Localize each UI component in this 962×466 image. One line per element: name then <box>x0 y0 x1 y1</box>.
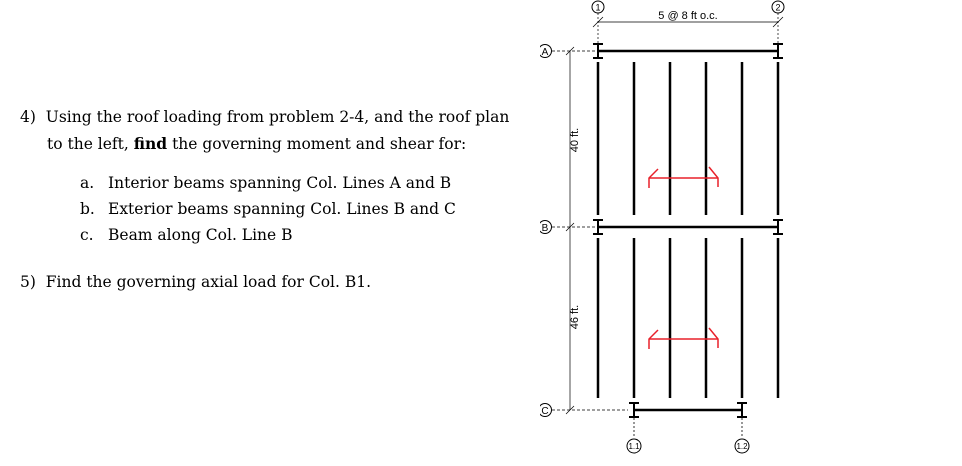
problem-5-number: 5) <box>20 273 36 291</box>
problem-4-find: find <box>133 134 168 153</box>
grid-bubble-1-2 <box>735 439 749 453</box>
problem-4-text-2b: the governing moment and shear for: <box>167 135 467 153</box>
roof-plan-drawing <box>540 0 962 466</box>
left-dimension <box>566 47 574 414</box>
grid-bubble-b <box>540 221 552 235</box>
beams-bay-ab <box>598 62 778 215</box>
grid-bubble-1 <box>592 1 604 13</box>
problem-4-text-2a: to the left, <box>47 135 134 153</box>
item-c-text: Beam along Col. Line B <box>108 226 293 244</box>
grid-bubble-c <box>540 404 552 418</box>
dimension-46ft: 46 ft. <box>569 304 581 330</box>
svg-text:C: C <box>541 406 549 417</box>
bottom-grid-lines <box>634 418 742 438</box>
dimension-40ft: 40 ft. <box>569 127 581 153</box>
beams-bay-bc <box>598 238 778 398</box>
girder-line-b <box>593 220 783 234</box>
svg-text:1.1: 1.1 <box>628 442 640 451</box>
problem-4-line-2 <box>47 136 466 153</box>
problem-5 <box>20 275 371 291</box>
girder-line-a <box>593 44 783 58</box>
grid-bubble-a <box>540 45 552 59</box>
problem-4-item-b <box>80 200 456 218</box>
svg-text:A: A <box>541 47 549 58</box>
svg-text:1: 1 <box>595 2 601 13</box>
problem-5-text: Find the governing axial load for Col. B1. <box>45 273 372 291</box>
item-b-text: Exterior beams spanning Col. Lines B and C <box>108 200 456 218</box>
deck-span-arrow-ab <box>649 167 718 188</box>
svg-text:1.2: 1.2 <box>736 442 748 451</box>
item-b-label: b. <box>80 200 95 218</box>
top-dimension-label: 5 @ 8 ft o.c. <box>658 10 718 22</box>
grid-bubble-1-1 <box>627 439 641 453</box>
deck-span-arrow-bc <box>649 328 718 349</box>
item-a-label: a. <box>80 174 95 192</box>
roof-plan <box>540 0 962 466</box>
grid-bubble-2 <box>772 1 784 13</box>
svg-text:B: B <box>541 223 549 234</box>
row-grid-lines <box>552 51 628 410</box>
problem-4-text-1: Using the roof loading from problem 2-4, and the roof plan <box>45 108 510 126</box>
svg-text:2: 2 <box>775 2 781 13</box>
problem-4-line-1 <box>20 110 509 126</box>
girder-line-c <box>629 403 747 417</box>
item-a-text: Interior beams spanning Col. Lines A and B <box>108 174 452 192</box>
problem-4-number: 4) <box>20 108 36 126</box>
item-c-label: c. <box>80 226 94 244</box>
problem-4-item-c <box>80 226 293 244</box>
problem-4-item-a <box>80 174 451 192</box>
